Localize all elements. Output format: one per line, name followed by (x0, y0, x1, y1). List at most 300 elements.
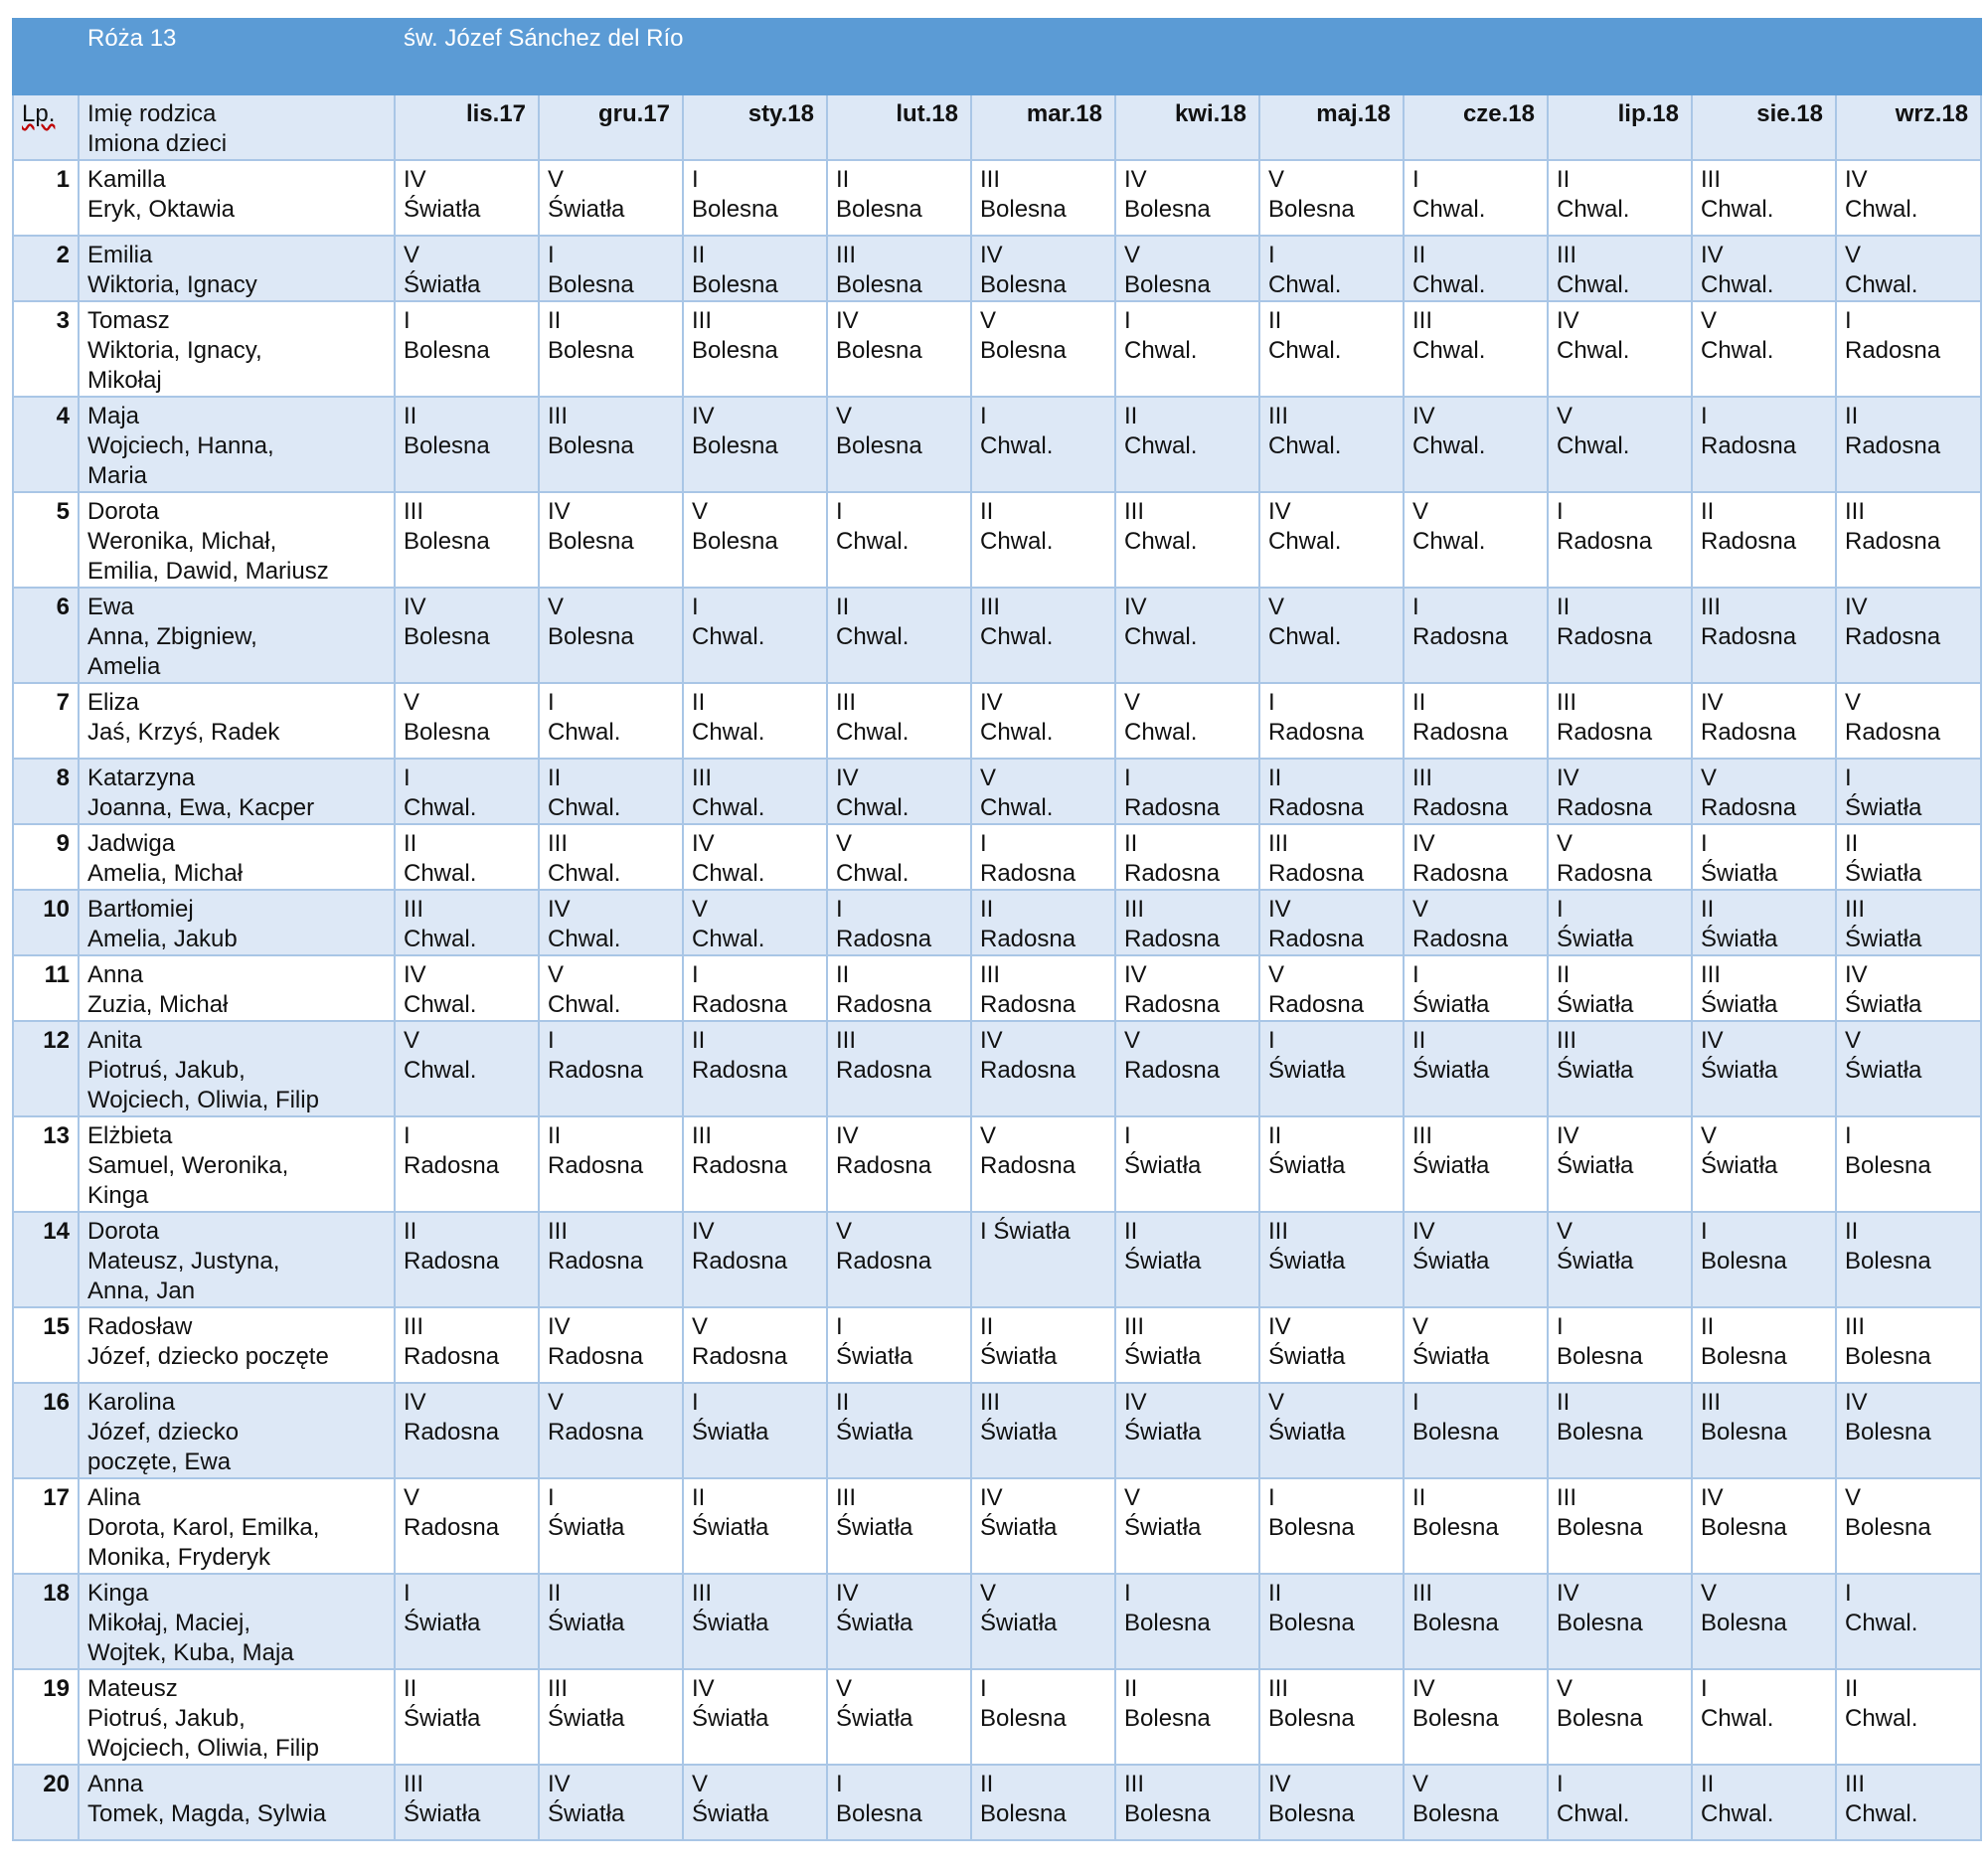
mystery-number: IV (1268, 1771, 1291, 1797)
mystery-number: IV (1124, 594, 1147, 620)
mystery-cell (1259, 397, 1404, 492)
mystery-part: Radosna (404, 1152, 500, 1179)
mystery-cell (971, 588, 1115, 683)
mystery-number: II (1845, 403, 1859, 429)
mystery-cell (683, 1669, 827, 1765)
mystery-number: V (548, 166, 565, 193)
names-cell (79, 1574, 395, 1669)
mystery-cell (971, 1574, 1115, 1669)
children-names: Amelia, Jakub (87, 926, 238, 952)
mystery-cell (1404, 301, 1548, 397)
mystery-number: II (836, 1389, 850, 1416)
mystery-number: III (1845, 1313, 1866, 1340)
mystery-cell (1548, 1116, 1692, 1212)
mystery-cell (971, 397, 1115, 492)
mystery-number: IV (1701, 689, 1724, 716)
mystery-number: I (980, 830, 987, 857)
mystery-part: Chwal. (1845, 1705, 1918, 1732)
mystery-part: Światła (1845, 991, 1922, 1018)
mystery-cell (971, 492, 1115, 588)
mystery-cell (1404, 492, 1548, 588)
mystery-number: III (548, 1218, 569, 1245)
mystery-cell (1115, 1307, 1259, 1383)
mystery-number: II (836, 594, 850, 620)
mystery-number: V (1845, 1484, 1862, 1511)
children-names: Dorota, Karol, Emilka, (87, 1514, 320, 1541)
mystery-cell (1692, 236, 1836, 301)
mystery-cell (683, 683, 827, 759)
mystery-number: I (548, 1484, 555, 1511)
month-header: sie.18 (1692, 94, 1836, 160)
mystery-number: V (1268, 1389, 1285, 1416)
mystery-number: II (1557, 961, 1571, 988)
mystery-cell (1836, 160, 1981, 236)
mystery-number: IV (980, 689, 1003, 716)
mystery-number: III (1412, 765, 1433, 791)
title-blank (13, 19, 79, 94)
mystery-cell (1259, 759, 1404, 824)
row-number: 17 (13, 1478, 79, 1574)
table-row (13, 955, 1981, 1021)
mystery-part: Światła (1124, 1514, 1202, 1541)
mystery-number: I (1701, 403, 1708, 429)
mystery-number: II (1412, 1027, 1426, 1054)
mystery-cell (1836, 1383, 1981, 1478)
mystery-number: III (692, 1580, 713, 1607)
mystery-cell (827, 1383, 971, 1478)
mystery-part: Światła (548, 1705, 625, 1732)
mystery-part: Światła (404, 1705, 481, 1732)
mystery-number: III (1701, 594, 1722, 620)
mystery-cell (1836, 588, 1981, 683)
mystery-number: IV (980, 1484, 1003, 1511)
mystery-part: Chwal. (1845, 1800, 1918, 1827)
mystery-number: IV (980, 242, 1003, 268)
mystery-part: Światła (1845, 1057, 1922, 1084)
mystery-number: V (980, 307, 997, 334)
table-row (13, 1669, 1981, 1765)
mystery-part: Bolesna (1268, 1514, 1355, 1541)
mystery-cell (683, 759, 827, 824)
mystery-part: Chwal. (404, 794, 477, 821)
mystery-part: Bolesna (1701, 1514, 1787, 1541)
title-row (13, 19, 1981, 94)
mystery-cell (1692, 1669, 1836, 1765)
names-cell (79, 1765, 395, 1840)
mystery-number: I (1268, 1484, 1275, 1511)
mystery-cell (1259, 683, 1404, 759)
month-header: lut.18 (827, 94, 971, 160)
mystery-cell (683, 397, 827, 492)
mystery-part: Bolesna (1124, 271, 1211, 298)
parent-name: Tomasz (87, 307, 170, 334)
table-row (13, 824, 1981, 890)
mystery-number: V (1124, 1484, 1141, 1511)
mystery-cell (1548, 1307, 1692, 1383)
children-names: Piotruś, Jakub, (87, 1057, 246, 1084)
mystery-part: Światła (836, 1343, 913, 1370)
mystery-part: Światła (404, 1610, 481, 1636)
mystery-number: V (1845, 242, 1862, 268)
mystery-cell (971, 1765, 1115, 1840)
mystery-number: I (980, 403, 987, 429)
mystery-cell (539, 1574, 683, 1669)
mystery-cell (683, 1574, 827, 1669)
parent-name: Jadwiga (87, 830, 176, 857)
mystery-cell (395, 236, 539, 301)
mystery-cell (1404, 160, 1548, 236)
mystery-number: III (1845, 498, 1866, 525)
mystery-number: I (836, 498, 843, 525)
mystery-part: Światła (1124, 1152, 1202, 1179)
mystery-number: I (1412, 961, 1419, 988)
names-cell (79, 160, 395, 236)
table-row (13, 1478, 1981, 1574)
mystery-cell (1692, 160, 1836, 236)
mystery-number: II (836, 166, 850, 193)
mystery-number: II (548, 765, 562, 791)
mystery-part: Bolesna (1268, 1705, 1355, 1732)
mystery-part: Światła (692, 1705, 769, 1732)
table-row (13, 301, 1981, 397)
mystery-part: Bolesna (980, 337, 1067, 364)
mystery-part: Światła (1701, 1152, 1778, 1179)
mystery-part: Radosna (1701, 528, 1797, 555)
mystery-number: III (404, 1313, 424, 1340)
mystery-cell (971, 759, 1115, 824)
mystery-part: Światła (836, 1514, 913, 1541)
children-names: Wiktoria, Ignacy (87, 271, 257, 298)
mystery-cell (1548, 1765, 1692, 1840)
mystery-number: III (404, 498, 424, 525)
mystery-cell (1115, 683, 1259, 759)
mystery-cell (1548, 588, 1692, 683)
mystery-part: Chwal. (1124, 432, 1198, 459)
mystery-number: IV (1557, 307, 1579, 334)
mystery-cell (395, 1212, 539, 1307)
month-header: gru.17 (539, 94, 683, 160)
mystery-part: Radosna (980, 1152, 1077, 1179)
mystery-number: V (1412, 498, 1429, 525)
mystery-cell (827, 160, 971, 236)
mystery-cell (1115, 1212, 1259, 1307)
mystery-cell (395, 1383, 539, 1478)
mystery-cell (1115, 301, 1259, 397)
names-cell (79, 955, 395, 1021)
mystery-part: Chwal. (548, 860, 621, 887)
mystery-number: II (980, 1313, 994, 1340)
names-cell (79, 588, 395, 683)
mystery-cell (395, 397, 539, 492)
mystery-cell (1692, 1478, 1836, 1574)
mystery-part: Bolesna (980, 271, 1067, 298)
mystery-number: I (404, 1580, 411, 1607)
mystery-part: Radosna (1557, 794, 1653, 821)
mystery-cell (1259, 955, 1404, 1021)
mystery-cell (1548, 683, 1692, 759)
mystery-number: III (1268, 1675, 1289, 1702)
mystery-part: Chwal. (1124, 528, 1198, 555)
mystery-number: I (1557, 1771, 1564, 1797)
mystery-number: V (1701, 307, 1718, 334)
children-names: Wojciech, Oliwia, Filip (87, 1087, 319, 1113)
mystery-part: Chwal. (1268, 623, 1342, 650)
mystery-part: Radosna (1268, 719, 1365, 746)
children-names: Eryk, Oktawia (87, 196, 236, 223)
mystery-part: Radosna (1268, 991, 1365, 1018)
mystery-number: IV (1701, 1027, 1724, 1054)
mystery-number: V (548, 594, 565, 620)
parent-header: Imię rodzica (87, 100, 217, 127)
mystery-part: Światła (1124, 1419, 1202, 1446)
table-row (13, 1574, 1981, 1669)
mystery-number: III (1268, 1218, 1289, 1245)
mystery-cell (539, 759, 683, 824)
mystery-part: Radosna (1557, 719, 1653, 746)
mystery-number: IV (404, 1389, 426, 1416)
children-header: Imiona dzieci (87, 130, 228, 157)
mystery-cell (395, 955, 539, 1021)
mystery-number: II (1701, 896, 1715, 923)
mystery-part: Radosna (980, 860, 1077, 887)
mystery-number: I (404, 1122, 411, 1149)
mystery-number: III (692, 1122, 713, 1149)
mystery-cell (827, 236, 971, 301)
mystery-cell (395, 160, 539, 236)
mystery-part: Bolesna (836, 271, 922, 298)
mystery-number: I (1268, 1027, 1275, 1054)
mystery-part: Radosna (692, 1057, 788, 1084)
mystery-cell (539, 824, 683, 890)
names-cell (79, 1669, 395, 1765)
mystery-number: V (836, 1218, 853, 1245)
mystery-cell (1836, 301, 1981, 397)
mystery-cell (1404, 1669, 1548, 1765)
mystery-part: Radosna (1124, 860, 1221, 887)
mystery-part: Bolesna (1412, 1800, 1499, 1827)
month-header: maj.18 (1259, 94, 1404, 160)
row-number: 20 (13, 1765, 79, 1840)
mystery-cell (1836, 1669, 1981, 1765)
mystery-cell (1692, 1574, 1836, 1669)
mystery-part: Bolesna (692, 196, 778, 223)
table-body (13, 19, 1981, 1840)
mystery-cell (1836, 955, 1981, 1021)
children-names: Monika, Fryderyk (87, 1544, 271, 1571)
mystery-number: II (1701, 498, 1715, 525)
mystery-number: IV (1124, 1389, 1147, 1416)
mystery-part: Bolesna (1701, 1419, 1787, 1446)
children-names: Joanna, Ewa, Kacper (87, 794, 315, 821)
names-cell (79, 492, 395, 588)
mystery-cell (971, 1307, 1115, 1383)
mystery-part: Radosna (1701, 794, 1797, 821)
mystery-number: I (1124, 1580, 1131, 1607)
mystery-part: Radosna (1557, 623, 1653, 650)
mystery-cell (683, 955, 827, 1021)
mystery-cell (1548, 1021, 1692, 1116)
mystery-number: IV (1557, 1122, 1579, 1149)
mystery-part: Światła (548, 1514, 625, 1541)
mystery-part: Chwal. (1557, 432, 1630, 459)
mystery-cell (1548, 955, 1692, 1021)
mystery-number: IV (1268, 1313, 1291, 1340)
names-cell (79, 824, 395, 890)
mystery-number: IV (692, 830, 715, 857)
mystery-number: V (1701, 1580, 1718, 1607)
mystery-number: IV (1557, 765, 1579, 791)
mystery-part: Chwal. (692, 860, 765, 887)
mystery-number: IV (548, 1771, 571, 1797)
mystery-number: II (404, 830, 417, 857)
mystery-part: Radosna (1701, 719, 1797, 746)
mystery-number: III (836, 1484, 857, 1511)
mystery-part: Radosna (1412, 794, 1509, 821)
row-number: 12 (13, 1021, 79, 1116)
parent-name: Anna (87, 1771, 144, 1797)
mystery-part: Światła (692, 1419, 769, 1446)
mystery-part: Chwal. (1268, 528, 1342, 555)
mystery-part: Chwal. (1557, 196, 1630, 223)
mystery-cell (1692, 1021, 1836, 1116)
mystery-number: IV (1412, 403, 1435, 429)
mystery-number: I (1557, 498, 1564, 525)
mystery-cell (1115, 1478, 1259, 1574)
mystery-part: Radosna (1845, 337, 1941, 364)
children-names: Amelia (87, 653, 161, 680)
mystery-part: Światła (692, 1514, 769, 1541)
mystery-cell (1115, 1669, 1259, 1765)
mystery-cell (1548, 492, 1692, 588)
mystery-part: Radosna (836, 1057, 932, 1084)
names-cell (79, 301, 395, 397)
mystery-cell (1404, 1021, 1548, 1116)
mystery-cell (827, 492, 971, 588)
mystery-part: Bolesna (1845, 1514, 1931, 1541)
parent-name: Kinga (87, 1580, 149, 1607)
mystery-cell (1404, 1765, 1548, 1840)
mystery-cell (1115, 588, 1259, 683)
mystery-part: Chwal. (1124, 623, 1198, 650)
mystery-number: V (404, 1484, 420, 1511)
mystery-cell (539, 1669, 683, 1765)
mystery-cell (1259, 1478, 1404, 1574)
mystery-number: III (1124, 1313, 1145, 1340)
mystery-cell (827, 397, 971, 492)
mystery-number: II (1412, 689, 1426, 716)
mystery-part: Bolesna (548, 337, 634, 364)
mystery-cell (395, 1021, 539, 1116)
mystery-number: II (404, 403, 417, 429)
mystery-cell (971, 1116, 1115, 1212)
mystery-part: Radosna (404, 1343, 500, 1370)
parent-name: Radosław (87, 1313, 193, 1340)
children-names: Anna, Jan (87, 1277, 196, 1304)
mystery-number: I (1845, 1122, 1852, 1149)
mystery-part: Chwal. (1701, 271, 1774, 298)
mystery-number: II (692, 689, 706, 716)
mystery-cell (1692, 1765, 1836, 1840)
mystery-part: Radosna (980, 991, 1077, 1018)
mystery-number: IV (980, 1027, 1003, 1054)
mystery-cell (1115, 397, 1259, 492)
mystery-part: Radosna (1124, 1057, 1221, 1084)
mystery-part: Światła (1412, 1057, 1490, 1084)
mystery-cell (1404, 955, 1548, 1021)
mystery-part: Chwal. (1701, 1800, 1774, 1827)
mystery-number: V (1845, 689, 1862, 716)
mystery-number: V (836, 403, 853, 429)
children-names: Wojciech, Hanna, (87, 432, 274, 459)
mystery-cell (1404, 1116, 1548, 1212)
mystery-cell (1692, 1383, 1836, 1478)
mystery-part: Światła (980, 1610, 1058, 1636)
mystery-cell (1836, 1478, 1981, 1574)
mystery-number: III (1268, 830, 1289, 857)
mystery-cell (971, 824, 1115, 890)
mystery-number: I (836, 896, 843, 923)
mystery-number: II (1268, 1580, 1282, 1607)
mystery-number: III (404, 896, 424, 923)
mystery-cell (1836, 683, 1981, 759)
mystery-part: Światła (1268, 1057, 1346, 1084)
mystery-number: II (980, 498, 994, 525)
children-names: Józef, dziecko (87, 1419, 240, 1446)
row-number: 15 (13, 1307, 79, 1383)
mystery-number: II (836, 961, 850, 988)
mystery-cell (1404, 397, 1548, 492)
table-row (13, 683, 1981, 759)
mystery-number: I (1701, 1218, 1708, 1245)
mystery-cell (539, 588, 683, 683)
mystery-part: Radosna (1412, 623, 1509, 650)
mystery-cell (1404, 236, 1548, 301)
mystery-number: II (1701, 1771, 1715, 1797)
mystery-part: Światła (1412, 1248, 1490, 1275)
mystery-part: Światła (1268, 1343, 1346, 1370)
mystery-number: IV (1845, 961, 1868, 988)
children-names: Mateusz, Justyna, (87, 1248, 280, 1275)
mystery-number: IV (836, 1122, 859, 1149)
mystery-cell (539, 236, 683, 301)
children-names: poczęte, Ewa (87, 1448, 232, 1475)
mystery-part: Chwal. (980, 794, 1054, 821)
mystery-number: V (836, 830, 853, 857)
mystery-cell (395, 759, 539, 824)
mystery-number: V (1124, 242, 1141, 268)
mystery-cell (539, 397, 683, 492)
mystery-number: I (1412, 166, 1419, 193)
mystery-number: I (1124, 307, 1131, 334)
mystery-number: I (692, 1389, 699, 1416)
parent-name: Maja (87, 403, 140, 429)
mystery-number: IV (1845, 1389, 1868, 1416)
mystery-cell (1404, 1307, 1548, 1383)
mystery-cell (683, 160, 827, 236)
table-row (13, 236, 1981, 301)
mystery-number: V (1124, 1027, 1141, 1054)
mystery-part: Światła (404, 1800, 481, 1827)
mystery-cell (1404, 759, 1548, 824)
mystery-part: Światła (836, 1705, 913, 1732)
names-header (79, 94, 395, 160)
mystery-cell (683, 1478, 827, 1574)
mystery-cell (1548, 301, 1692, 397)
parent-name: Mateusz (87, 1675, 178, 1702)
mystery-cell (539, 683, 683, 759)
mystery-number: III (1845, 896, 1866, 923)
row-number: 8 (13, 759, 79, 824)
